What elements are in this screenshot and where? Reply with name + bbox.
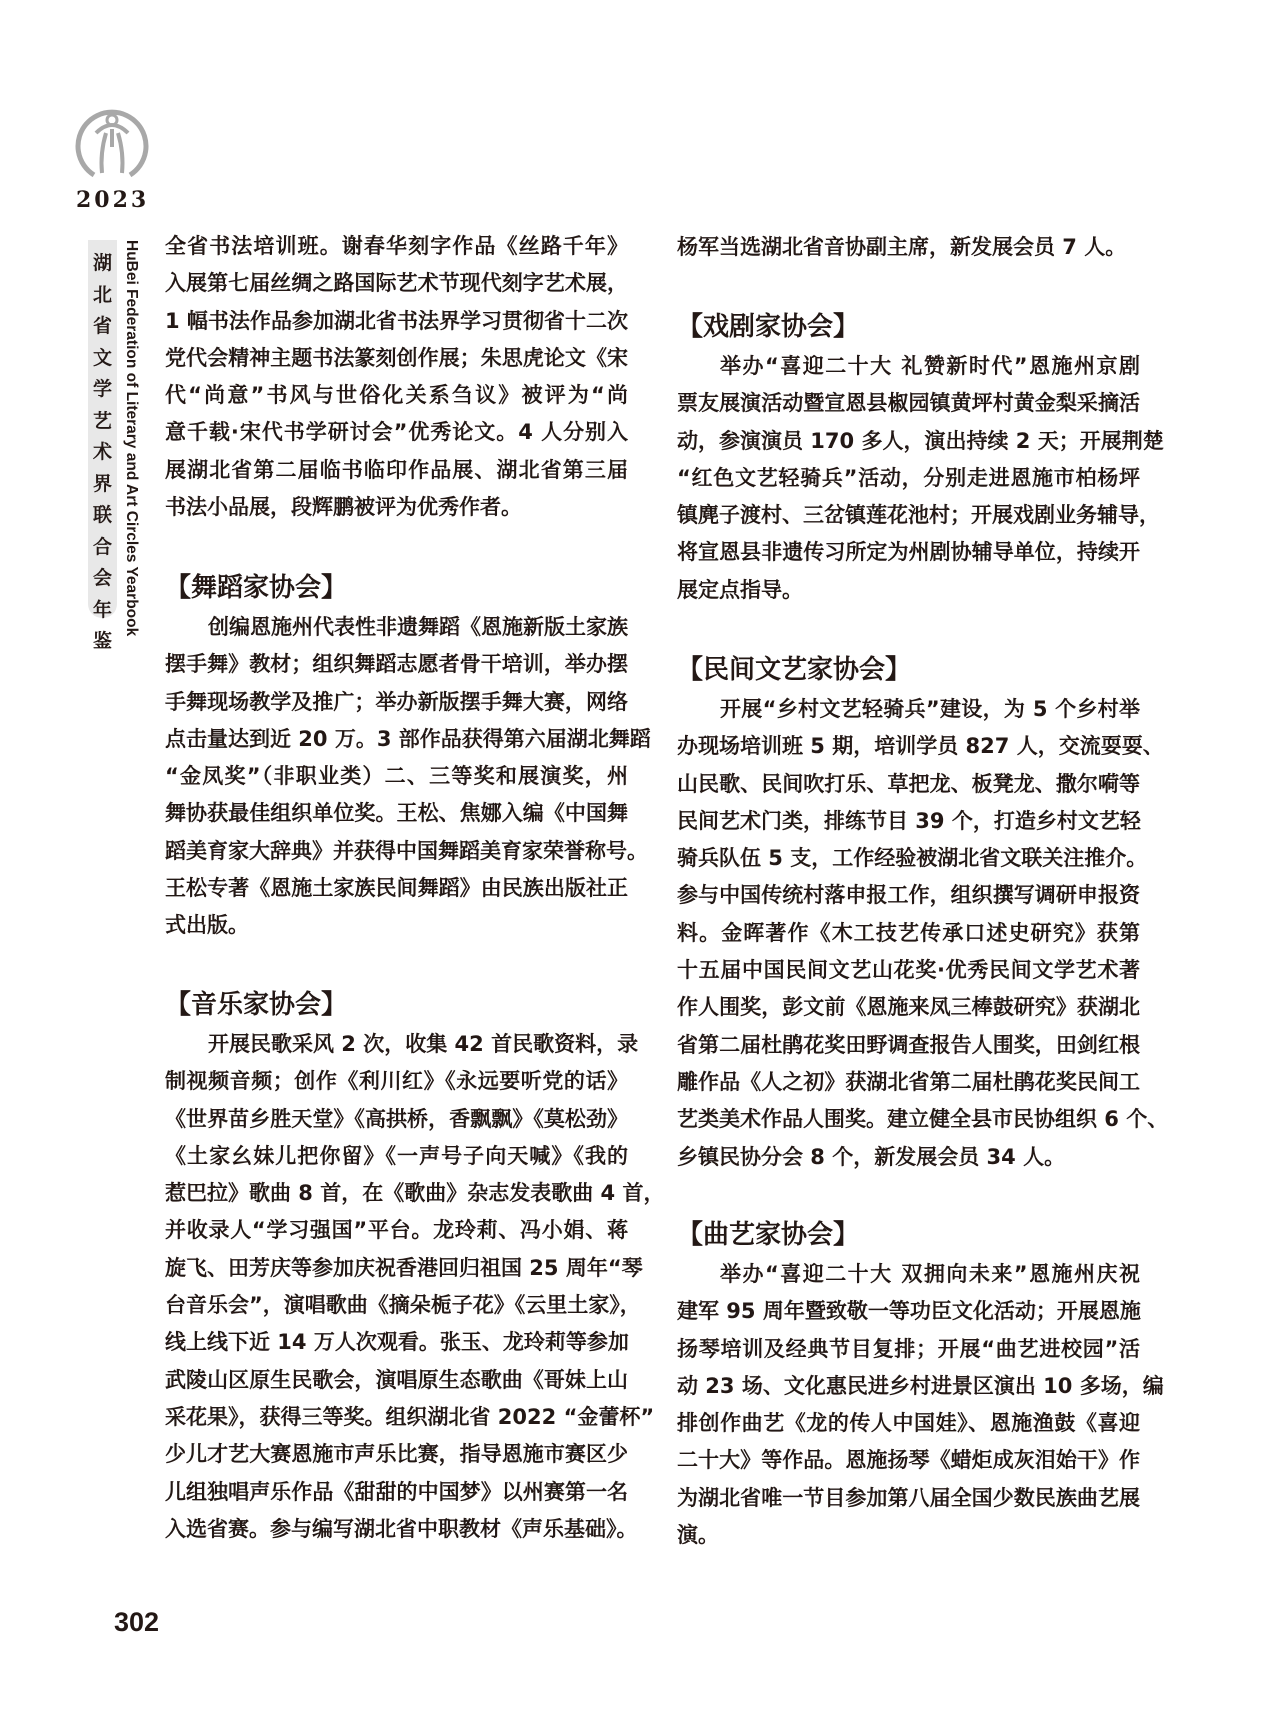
text-line: 举办“喜迎二十大 双拥向未来”恩施州庆祝 [720, 1262, 1140, 1286]
text-line: 意千载·宋代书学研讨会”优秀论文。4 人分别入 [165, 420, 628, 445]
section-heading-drama: 【戏剧家协会】 [677, 312, 860, 342]
text-line: 儿组独唱声乐作品《甜甜的中国梦》以州赛第一名 [165, 1479, 628, 1504]
yearbook-title-char: 鉴 [92, 630, 112, 652]
yearbook-title-char: 北 [92, 283, 112, 306]
yearbook-logo [74, 103, 150, 183]
yearbook-title-char: 湖 [92, 252, 112, 274]
text-line: 惹巴拉》歌曲 8 首，在《歌曲》杂志发表歌曲 4 首， [165, 1181, 665, 1206]
text-line: 雕作品《人之初》获湖北省第二届杜鹃花奖民间工 [677, 1069, 1140, 1094]
text-line: 入选省赛。参与编写湖北省中职教材《声乐基础》。 [165, 1516, 638, 1541]
text-line: 二十大》等作品。恩施扬琴《蜡炬成灰泪始干》作 [677, 1448, 1140, 1473]
text-line: 办现场培训班 5 期，培训学员 827 人，交流耍耍、 [677, 734, 1164, 759]
text-line: 王松专著《恩施土家族民间舞蹈》由民族出版社正 [165, 876, 628, 901]
paragraph-dance [165, 609, 651, 945]
text-line: 线上线下近 14 万人次观看。张玉、龙玲莉等参加 [165, 1330, 629, 1355]
text-line: 排创作曲艺《龙的传人中国娃》、恩施渔鼓《喜迎 [677, 1411, 1140, 1436]
text-line: 杨军当选湖北省音协副主席，新发展会员 7 人。 [677, 235, 1127, 259]
yearbook-title-char: 年 [92, 598, 112, 621]
text-line: 为湖北省唯一节目参加第八届全国少数民族曲艺展 [677, 1485, 1140, 1510]
text-line: 展湖北省第二届临书临印作品展、湖北省第三届 [165, 457, 628, 482]
text-line: 料。金晖著作《木工技艺传承口述史研究》获第 [677, 920, 1140, 945]
text-line: 少儿才艺大赛恩施市声乐比赛，指导恩施市赛区少 [165, 1442, 628, 1467]
text-line: 省第二届杜鹃花奖田野调查报告人围奖，田剑红根 [677, 1032, 1140, 1057]
section-heading-dance: 【舞蹈家协会】 [165, 573, 348, 603]
yearbook-title-char: 会 [92, 567, 112, 589]
left-column [165, 0, 665, 1719]
text-line: 1 幅书法作品参加湖北省书法界学习贯彻省十二次 [165, 308, 628, 333]
text-line: 式出版。 [165, 913, 249, 938]
text-line: 入展第七届丝绸之路国际艺术节现代刻字艺术展， [165, 271, 628, 296]
text-line: 扬琴培训及经典节目复排；开展“曲艺进校园”活 [677, 1336, 1140, 1361]
text-line: 作人围奖，彭文前《恩施来凤三棒鼓研究》获湖北 [677, 995, 1140, 1020]
text-line: “金凤奖”（非职业类）二、三等奖和展演奖，州 [165, 764, 628, 789]
text-line: 展定点指导。 [677, 577, 803, 602]
text-line: 点击量达到近 20 万。3 部作品获得第六届湖北舞蹈 [165, 726, 651, 751]
yearbook-title-char: 文 [92, 346, 112, 369]
text-line: 创编恩施州代表性非遗舞蹈《恩施新版土家族 [208, 615, 628, 639]
text-line: 武陵山区原生民歌会，演唱原生态歌曲《哥妹上山 [165, 1367, 628, 1392]
text-line: 民间艺术门类，排练节目 39 个，打造乡村文艺轻 [677, 808, 1141, 833]
yearbook-title-char: 学 [92, 378, 112, 400]
text-line: 将宣恩县非遗传习所定为州剧协辅导单位，持续开 [677, 540, 1140, 565]
text-line: 参与中国传统村落申报工作，组织撰写调研申报资 [677, 883, 1140, 908]
yearbook-title-char: 术 [92, 441, 112, 463]
text-line: 并收录人“学习强国”平台。龙玲莉、冯小娟、蒋 [165, 1218, 628, 1243]
page-number: 302 [114, 1607, 160, 1637]
text-line: 蹈美育家大辞典》并获得中国舞蹈美育家荣誉称号。 [165, 838, 648, 863]
yearbook-title-char: 合 [92, 535, 112, 558]
right-column [677, 0, 1169, 1719]
text-line: 动 23 场、文化惠民进乡村进景区演出 10 多场，编 [677, 1373, 1164, 1398]
yearbook-title-char: 艺 [92, 409, 112, 432]
text-line: 书法小品展，段辉鹏被评为优秀作者。 [165, 495, 522, 520]
text-line: 建军 95 周年暨致敬一等功臣文化活动；开展恩施 [677, 1299, 1141, 1324]
text-line: 党代会精神主题书法篆刻创作展；朱思虎论文《宋 [165, 345, 628, 370]
text-line: 旋飞、田芳庆等参加庆祝香港回归祖国 25 周年“琴 [165, 1255, 643, 1280]
text-line: 开展民歌采风 2 次，收集 42 首民歌资料，录 [208, 1032, 639, 1056]
paragraph-calligraphy-cont [165, 228, 628, 526]
paragraph-folk-art [677, 691, 1169, 1176]
text-line: 开展“乡村文艺轻骑兵”建设，为 5 个乡村举 [720, 697, 1140, 721]
text-line: 举办“喜迎二十大 礼赞新时代”恩施州京剧 [720, 354, 1140, 378]
text-line: 艺类美术作品人围奖。建立健全县市民协组织 6 个、 [677, 1107, 1169, 1132]
text-line: “红色文艺轻骑兵”活动，分别走进恩施市柏杨坪 [677, 465, 1140, 490]
text-line: 《土家幺妹儿把你留》《一声号子向天喊》《我的 [165, 1143, 628, 1168]
yearbook-title-en: HuBei Federation of Literary and Art Circles Yearbook [123, 240, 140, 637]
text-line: 镇麂子渡村、三岔镇莲花池村；开展戏剧业务辅导， [677, 503, 1160, 528]
text-line: 台音乐会”，演唱歌曲《摘朵栀子花》《云里土家》， [165, 1293, 641, 1318]
text-line: 全省书法培训班。谢春华刻字作品《丝路千年》 [165, 234, 628, 258]
text-line: 骑兵队伍 5 支，工作经验被湖北省文联关注推介。 [677, 846, 1148, 871]
yearbook-title-char: 联 [92, 504, 112, 526]
paragraph-music [165, 1026, 665, 1548]
yearbook-title-char: 界 [92, 472, 112, 495]
text-line: 乡镇民协分会 8 个，新发展会员 34 人。 [677, 1144, 1066, 1169]
paragraph-quyi [677, 1256, 1164, 1554]
yearbook-title-cn [88, 248, 117, 658]
paragraph-drama [677, 348, 1164, 609]
text-line: 手舞现场教学及推广；举办新版摆手舞大赛，网络 [165, 689, 628, 714]
yearbook-title-char: 省 [92, 315, 112, 337]
section-heading-music: 【音乐家协会】 [165, 990, 348, 1020]
section-heading-folk-art: 【民间文艺家协会】 [677, 655, 912, 685]
paragraph-music-cont [677, 229, 1140, 266]
text-line: 票友展演活动暨宣恩县椒园镇黄坪村黄金梨采摘活 [677, 391, 1140, 416]
text-line: 演。 [677, 1523, 719, 1548]
text-line: 《世界苗乡胜天堂》《高拱桥，香飘飘》《莫松劲》 [165, 1106, 628, 1131]
text-line: 动，参演演员 170 多人，演出持续 2 天；开展荆楚 [677, 428, 1164, 453]
text-line: 山民歌、民间吹打乐、草把龙、板凳龙、撒尔嗬等 [677, 771, 1140, 796]
section-heading-quyi: 【曲艺家协会】 [677, 1220, 860, 1250]
text-line: 代“尚意”书风与世俗化关系刍议》被评为“尚 [165, 383, 628, 408]
yearbook-title-band [88, 240, 117, 652]
text-line: 十五届中国民间文艺山花奖·优秀民间文学艺术著 [677, 958, 1140, 983]
yearbook-year: 2023 [76, 187, 150, 213]
yearbook-title-en-wrap [122, 240, 142, 637]
text-line: 摆手舞》教材；组织舞蹈志愿者骨干培训，举办摆 [165, 652, 628, 677]
text-line: 采花果》，获得三等奖。组织湖北省 2022 “金蕾杯” [165, 1404, 655, 1429]
text-line: 舞协获最佳组织单位奖。王松、焦娜入编《中国舞 [165, 801, 628, 826]
text-line: 制视频音频；创作《利川红》《永远要听党的话》 [165, 1069, 628, 1094]
